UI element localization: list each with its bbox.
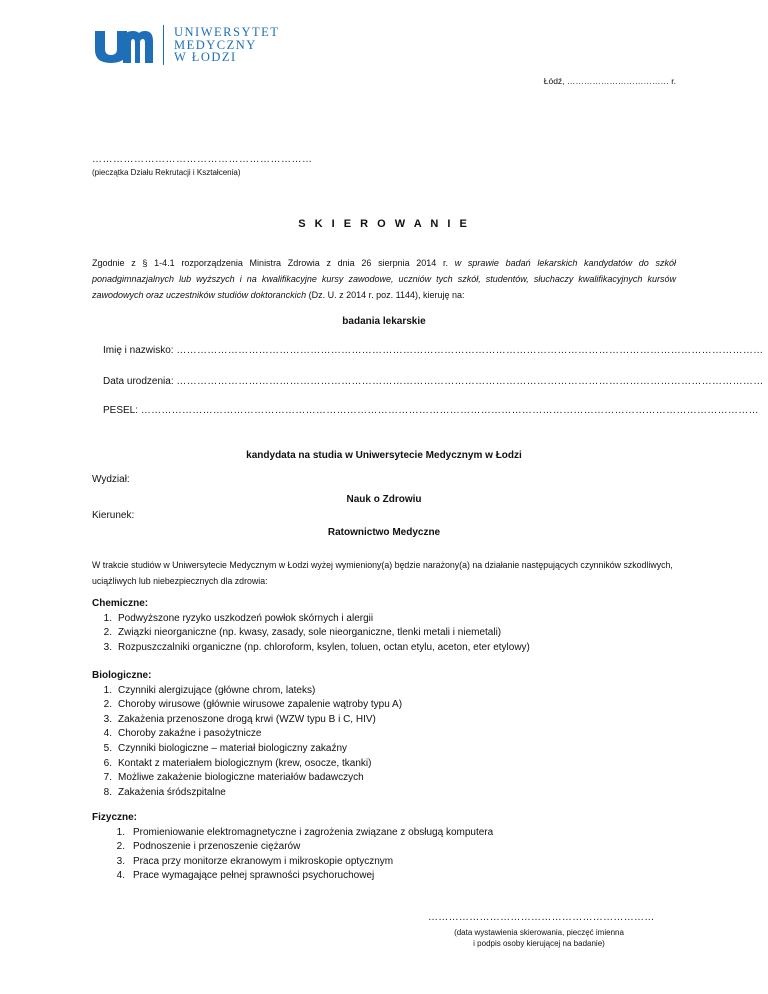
list-item: 3. Zakażenia przenoszone drogą krwi (WZW typu B i C, HIV) (92, 713, 692, 728)
list-item: 2. Podnoszenie i przenoszenie ciężarów (92, 840, 692, 855)
stamp-dots: ……………………………………………………… (92, 154, 313, 165)
field-pesel-label: PESEL: (103, 405, 139, 416)
faculty-value: Nauk o Zdrowiu (346, 494, 422, 505)
list-item: 3. Praca przy monitorze ekranowym i mikroskopie optycznym (92, 855, 692, 870)
list-item: 4. Choroby zakaźne i pasożytnicze (92, 727, 692, 742)
hazard-group-chemical (92, 597, 692, 655)
list-item-text: Praca przy monitorze ekranowym i mikroskopie optycznym (133, 855, 394, 867)
um-logo-icon (93, 25, 155, 65)
list-item: 5. Czynniki biologiczne – materiał biologiczny zakaźny (92, 742, 692, 757)
intro-part-1: Zgodnie z § 1-4.1 rozporządzenia Ministra Zdrowia z dnia 26 sierpnia 2014 r. (92, 258, 455, 268)
signature-dots: ………………………………………………………… (428, 912, 655, 923)
intro-regulation-title: w sprawie badań lekarskich kandydatów do szkół ponadgimnazjalnych lub wyższych i na kwalifikacyjne kursy zawodowe, uczniów tych szkół, studentów, słuchaczy kwalifikacyjnych kursów zawodowych oraz uczestników studiów doktoranckich (92, 258, 676, 300)
hazard-group-title: Fizyczne: (92, 812, 138, 823)
hazard-list (92, 684, 692, 801)
list-item: 1. Czynniki alergizujące (główne chrom, lateks) (92, 684, 692, 699)
hazard-group-biological (92, 669, 692, 800)
hazard-group-title: Chemiczne: (92, 598, 149, 609)
list-item: 7. Możliwe zakażenie biologiczne materiałów badawczych (92, 771, 692, 786)
list-item: 1. Promieniowanie elektromagnetyczne i zagrożenia związane z obsługą komputera (92, 826, 692, 841)
list-item-text: Prace wymagające pełnej sprawności psychoruchowej (133, 870, 375, 882)
logo-line-2: MEDYCZNY (174, 37, 257, 52)
field-name (103, 345, 764, 356)
list-item: 3. Rozpuszczalniki organiczne (np. chloroform, ksylen, toluen, octan etylu, aceton, eter etylowy) (92, 641, 692, 656)
stamp-caption: (pieczątka Działu Rekrutacji i Kształcenia) (92, 168, 241, 177)
course-value: Ratownictwo Medyczne (327, 527, 441, 538)
signature-caption-line-2: i podpis osoby kierującej na badanie) (473, 939, 605, 948)
list-item-text: Choroby wirusowe (głównie wirusowe zapalenie wątroby typu A) (118, 699, 403, 711)
candidate-line: kandydata na studia w Uniwersytecie Medycznym w Łodzi (246, 450, 522, 461)
hazard-group-physical (92, 811, 692, 884)
list-item-text: Kontakt z materiałem biologicznym (krew, osocze, tkanki) (118, 757, 372, 769)
list-item-text: Podnoszenie i przenoszenie ciężarów (133, 841, 301, 853)
logo-wordmark (174, 26, 279, 64)
exam-type: badania lekarskie (342, 316, 426, 327)
logo-line-3: W ŁODZI (174, 50, 237, 65)
signature-caption (420, 927, 658, 949)
field-name-dots: ……………………………………………………………………………………………………………………………………………………… (176, 345, 764, 356)
list-item-text: Zakażenia śródszpitalne (118, 786, 226, 798)
course-label: Kierunek: (92, 510, 135, 521)
list-item-text: Zakażenia przenoszone drogą krwi (WZW typu B i C, HIV) (118, 713, 376, 725)
document-title: S K I E R O W A N I E (298, 218, 470, 230)
list-item-text: Czynniki alergizujące (główne chrom, lateks) (118, 684, 316, 696)
list-item-text: Związki nieorganiczne (np. kwasy, zasady, sole nieorganiczne, tlenki metali i niemetali) (118, 627, 502, 639)
list-item-text: Podwyższone ryzyko uszkodzeń powłok skórnych i alergii (118, 612, 374, 624)
field-birthdate (103, 376, 764, 387)
logo-line-1: UNIWERSYTET (174, 25, 280, 40)
signature-caption-line-1: (data wystawienia skierowania, pieczęć imienna (454, 928, 624, 937)
list-item-text: Możliwe zakażenie biologiczne materiałów badawczych (118, 772, 364, 784)
field-pesel-dots: ……………………………………………………………………………………………………………………………………………………………… (140, 405, 759, 416)
intro-part-2: (Dz. U. z 2014 r. poz. 1144), kieruję na: (306, 290, 465, 300)
hazard-list (92, 612, 692, 656)
list-item: 2. Choroby wirusowe (głównie wirusowe zapalenie wątroby typu A) (92, 698, 692, 713)
university-logo (93, 24, 279, 66)
faculty-label: Wydział: (92, 474, 130, 485)
field-name-label: Imię i nazwisko: (103, 345, 174, 356)
hazard-intro: W trakcie studiów w Uniwersytecie Medycznym w Łodzi wyżej wymieniony(a) będzie narażony(a) na działanie następujących czynników szkodliwych, uciążliwych lub niebezpiecznych dla zdrowia: (92, 560, 673, 586)
hazard-list (92, 826, 692, 884)
list-item-text: Czynniki biologiczne – materiał biologiczny zakaźny (118, 742, 347, 754)
list-item: 8. Zakażenia śródszpitalne (92, 786, 692, 801)
list-item: 1. Podwyższone ryzyko uszkodzeń powłok skórnych i alergii (92, 612, 692, 627)
logo-separator (163, 25, 164, 65)
date-line: Łódź, ……………………………… r. (543, 76, 676, 86)
field-pesel (103, 405, 759, 416)
field-birthdate-dots: ……………………………………………………………………………………………………………………………………………………… (176, 376, 764, 387)
list-item-text: Rozpuszczalniki organiczne (np. chloroform, ksylen, toluen, octan etylu, aceton, eter etylowy) (118, 641, 530, 653)
list-item-text: Promieniowanie elektromagnetyczne i zagrożenia związane z obsługą komputera (133, 826, 494, 838)
list-item-text: Choroby zakaźne i pasożytnicze (118, 728, 262, 740)
field-birthdate-label: Data urodzenia: (103, 376, 174, 387)
intro-paragraph (92, 255, 676, 303)
list-item: 4. Prace wymagające pełnej sprawności psychoruchowej (92, 869, 692, 884)
hazard-group-title: Biologiczne: (92, 670, 152, 681)
list-item: 2. Związki nieorganiczne (np. kwasy, zasady, sole nieorganiczne, tlenki metali i niemetali) (92, 626, 692, 641)
list-item: 6. Kontakt z materiałem biologicznym (krew, osocze, tkanki) (92, 757, 692, 772)
